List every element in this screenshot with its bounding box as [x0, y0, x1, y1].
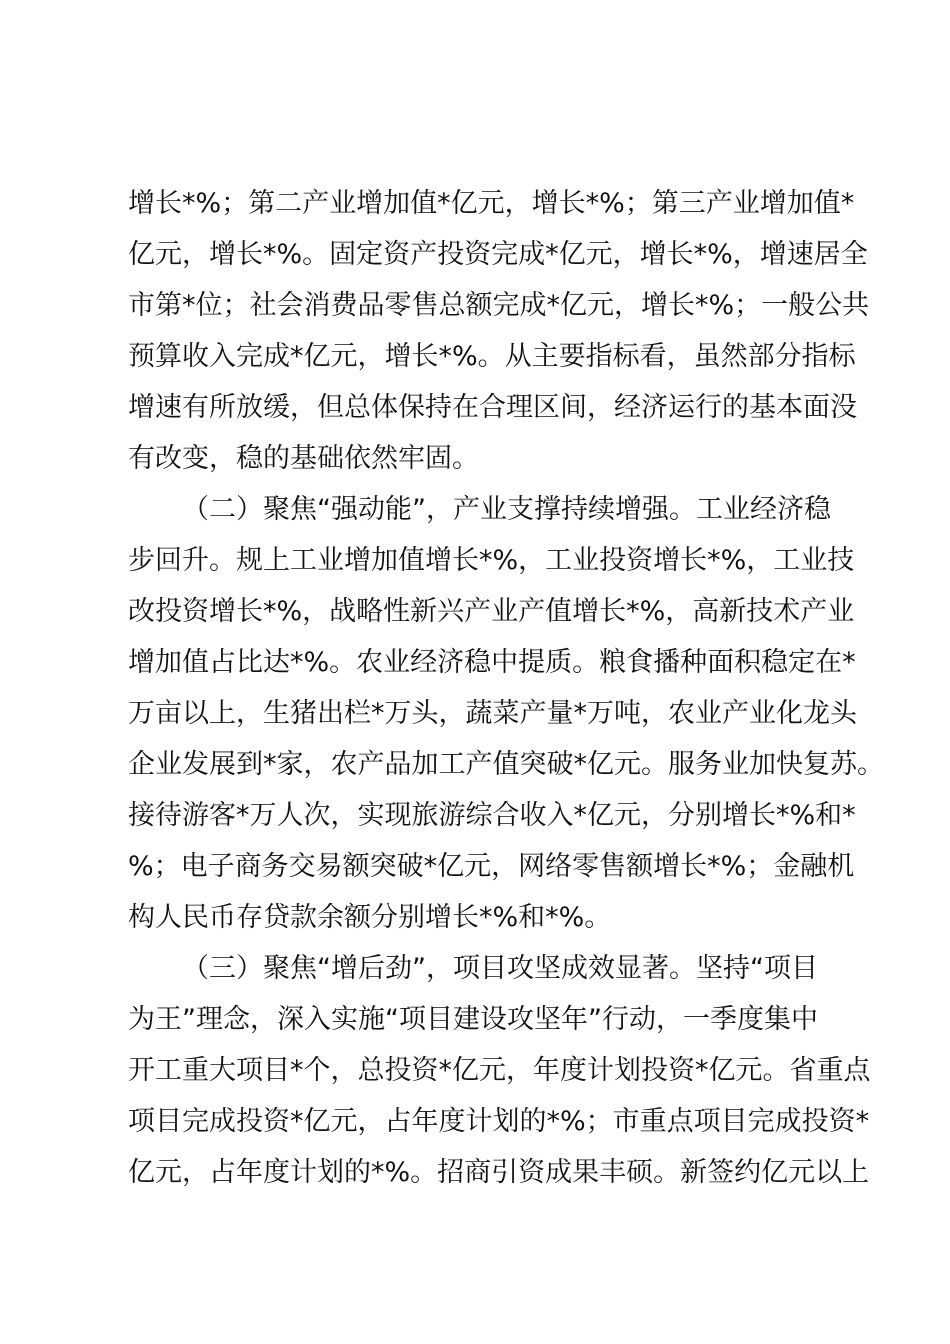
text-line: 构人民币存贷款余额分别增长*%和*%。 [128, 902, 612, 933]
text-line: 企业发展到*家，农产品加工产值突破*亿元。服务业加快复苏。 [128, 749, 884, 780]
section-heading-line: （二）聚焦“强动能”，产业支撑持续增强。工业经济稳 [182, 494, 831, 525]
text-line: 步回升。规上工业增加值增长*%，工业投资增长*%，工业技 [128, 545, 855, 576]
text-line: 有改变，稳的基础依然牢固。 [128, 443, 479, 474]
text-line: 开工重大项目*个，总投资*亿元，年度计划投资*亿元。省重点 [128, 1055, 871, 1086]
text-line: 改投资增长*%，战略性新兴产业产值增长*%，高新技术产业 [128, 596, 855, 627]
body-text [128, 178, 884, 1198]
text-line: 市第*位；社会消费品零售总额完成*亿元，增长*%；一般公共 [128, 290, 870, 321]
text-line: 万亩以上，生猪出栏*万头，蔬菜产量*万吨，农业产业化龙头 [128, 698, 857, 729]
text-line: 项目完成投资*亿元，占年度计划的*%；市重点项目完成投资* [128, 1106, 870, 1137]
text-line: 增长*%；第二产业增加值*亿元，增长*%；第三产业增加值* [128, 188, 855, 219]
text-line: 预算收入完成*亿元，增长*%。从主要指标看，虽然部分指标 [128, 341, 856, 372]
text-line: %；电子商务交易额突破*亿元，网络零售额增长*%；金融机 [128, 851, 855, 882]
text-line: 增加值占比达*%。农业经济稳中提质。粮食播种面积稳定在* [128, 647, 856, 678]
section-heading-line: （三）聚焦“增后劲”，项目攻坚成效显著。坚持“项目 [182, 953, 818, 984]
text-line: 增速有所放缓，但总体保持在合理区间，经济运行的基本面没 [128, 392, 857, 423]
text-line: 亿元，增长*%。固定资产投资完成*亿元，增长*%，增速居全 [128, 239, 868, 270]
text-line: 为王”理念，深入实施“项目建设攻坚年”行动，一季度集中 [128, 1004, 818, 1035]
text-line: 接待游客*万人次，实现旅游综合收入*亿元，分别增长*%和* [128, 800, 856, 831]
text-line: 亿元，占年度计划的*%。招商引资成果丰硕。新签约亿元以上 [128, 1157, 870, 1188]
